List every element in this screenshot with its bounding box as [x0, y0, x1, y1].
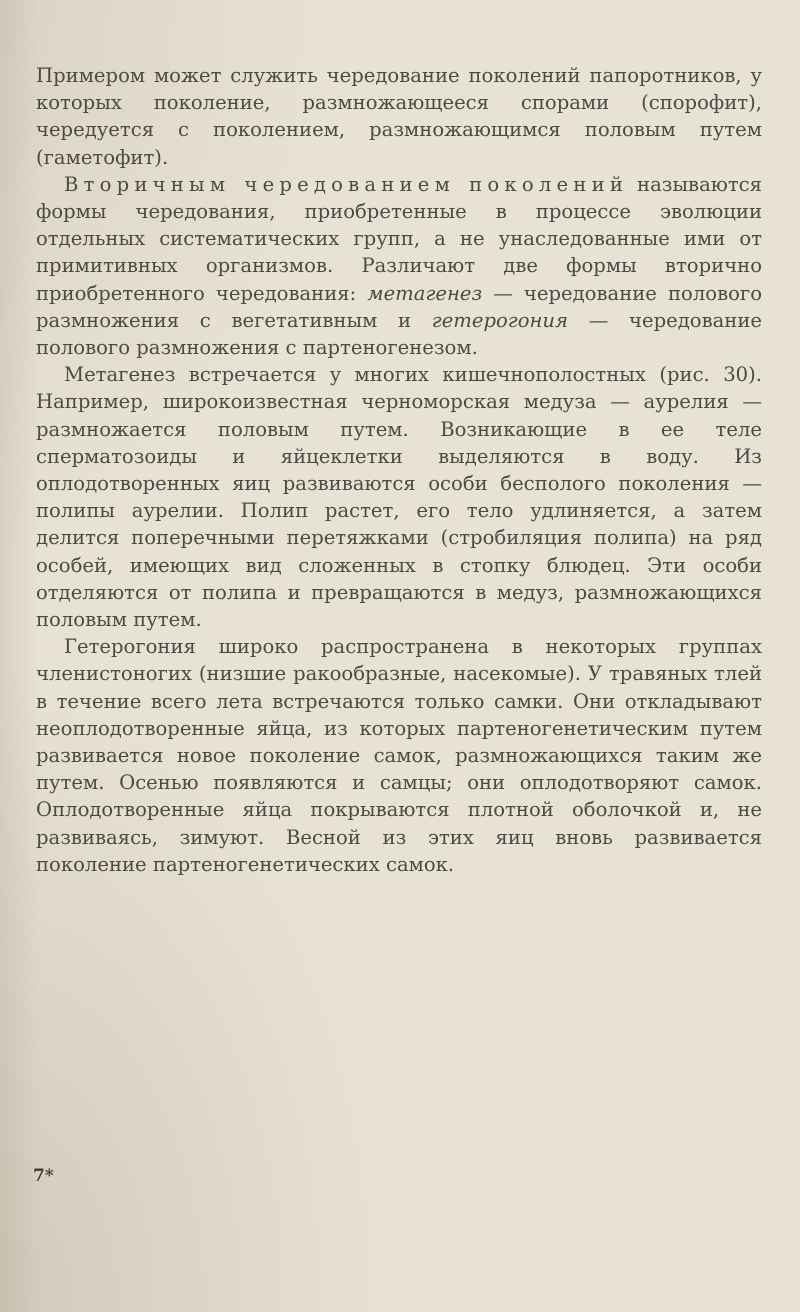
paragraph-1: Примером может служить чередование поколений папоротников, у которых поколение, размножающееся спорами (спорофит), чередуется с поколением, размножающимся половым путем (гаметофит).	[36, 64, 762, 169]
term-heterogony: гетерогония	[431, 308, 569, 332]
spaced-term: Вторичным чередованием поколений	[64, 172, 629, 196]
paragraph-2-text-b: — чередование полового размножения с вегетативным и	[36, 281, 762, 332]
term-metagenesis: метагенез	[367, 281, 483, 305]
paragraph-2-text-c: — чередование полового размножения с партеногенезом.	[36, 308, 762, 360]
paragraph-4: Гетерогония широко распространена в некоторых группах членистоногих (низшие ракообразные, насекомые). У травяных тлей в течение всего лета встречаются только самки. Они откладывают неоплодотворенные яйца, из которых партеногенетическим путем развивается новое поколение самок, размножающихся таким же путем. Осенью появляются и самцы; они оплодотворяют самок. Оплодотворенные яйца покрываются плотной оболочкой и, не развиваясь, зимуют. Весной из этих яиц вновь развивается поколение партеногенетических самок.	[36, 635, 762, 876]
signature-mark: 7*	[33, 1166, 54, 1186]
paragraph-2-text-a: называются формы чередования, приобретенные в процессе эволюции отдельных систематических групп, а не унаследованные ими от примитивных организмов. Различают две формы вторично приобретенного чередования:	[36, 172, 762, 305]
paragraph-2	[36, 171, 762, 361]
body-text	[36, 62, 762, 878]
paragraph-3: Метагенез встречается у многих кишечнополостных (рис. 30). Например, широкоизвестная черноморская медуза — аурелия — размножается половым путем. Возникающие в ее теле сперматозоиды и яйцеклетки выделяются в воду. Из оплодотворенных яиц развиваются особи бесполого поколения — полипы аурелии. Полип растет, его тело удлиняется, а затем делится поперечными перетяжками (стробиляция полипа) на ряд особей, имеющих вид сложенных в стопку блюдец. Эти особи отделяются от полипа и превращаются в медуз, размножающихся половым путем.	[36, 363, 762, 632]
